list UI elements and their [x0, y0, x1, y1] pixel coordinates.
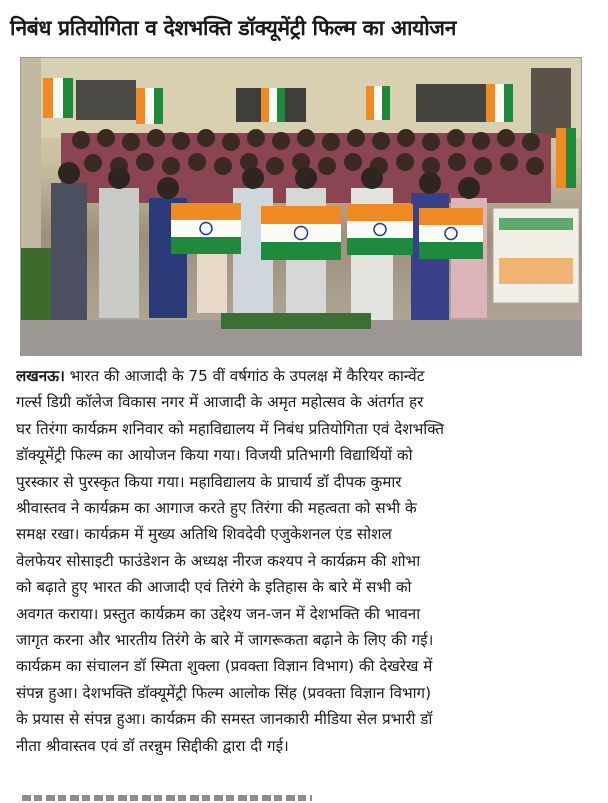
- body-line: के प्रयास से संपन्न हुआ। कार्यक्रम की समस्त जानकारी मीडिया सेल प्रभारी डॉ: [16, 710, 433, 729]
- body-line: [16, 363, 582, 389]
- body-line: वेलफेयर सोसाइटी फाउंडेशन के अध्यक्ष नीरज कश्यप ने कार्यक्रम की शोभा: [16, 551, 421, 570]
- body-line: नीता श्रीवास्तव एवं डॉ तरन्नुम सिद्दीकी द्वारा दी गई।: [16, 736, 289, 755]
- tricolour-flag: [347, 204, 413, 255]
- body-line: डॉक्यूमेंट्री फिल्म का आयोजन किया गया। विजयी प्रतिभागी विद्यार्थियों को: [16, 446, 413, 465]
- body-line: कार्यक्रम का संचालन डॉ स्मिता शुक्ला (प्रवक्ता विज्ञान विभाग) की देखरेख में: [16, 657, 433, 676]
- tricolour-flag: [261, 206, 341, 260]
- tricolour-flag: [171, 203, 241, 254]
- body-line: संपन्न हुआ। देशभक्ति डॉक्यूमेंट्री फिल्म आलोक सिंह (प्रवक्ता विज्ञान विभाग): [16, 683, 432, 702]
- body-line: जागृत करना और भारतीय तिरंगे के बारे में जागरूकता बढ़ाने के लिए की गई।: [16, 631, 434, 650]
- article-body: [16, 363, 582, 759]
- event-photo: [20, 57, 582, 356]
- body-line: अवगत कराया। प्रस्तुत कार्यक्रम का उद्देश्य जन-जन में देशभक्ति की भावना: [16, 604, 421, 623]
- body-line: पुरस्कार से पुरस्कृत किया गया। महाविद्यालय के प्राचार्य डॉ दीपक कुमार: [16, 472, 402, 491]
- article-headline: निबंध प्रतियोगिता व देशभक्ति डॉक्यूमेंट्री फिल्म का आयोजन: [10, 16, 457, 40]
- body-line: को बढ़ाते हुए भारत की आजादी एवं तिरंगे के इतिहास के बारे में सभी को: [16, 578, 412, 597]
- body-line: श्रीवास्तव ने कार्यक्रम का आगाज करते हुए तिरंगा की महत्वता को सभी के: [16, 499, 417, 518]
- tricolour-flag: [419, 208, 483, 259]
- body-line: घर तिरंगा कार्यक्रम शनिवार को महाविद्यालय में निबंध प्रतियोगिता एवं देशभक्ति: [16, 419, 444, 438]
- body-line-text: भारत की आजादी के 75 वीं वर्षगांठ के उपलक्ष में कैरियर कान्वेंट: [64, 367, 425, 385]
- dateline: लखनऊ।: [16, 367, 65, 385]
- next-article-cutoff: [22, 785, 312, 803]
- body-line: गर्ल्स डिग्री कॉलेज विकास नगर में आजादी के अमृत महोत्सव के अंतर्गत हर: [16, 393, 424, 412]
- body-line: समक्ष रखा। कार्यक्रम में मुख्य अतिथि शिवदेवी एजुकेशनल एंड सोशल: [16, 525, 392, 544]
